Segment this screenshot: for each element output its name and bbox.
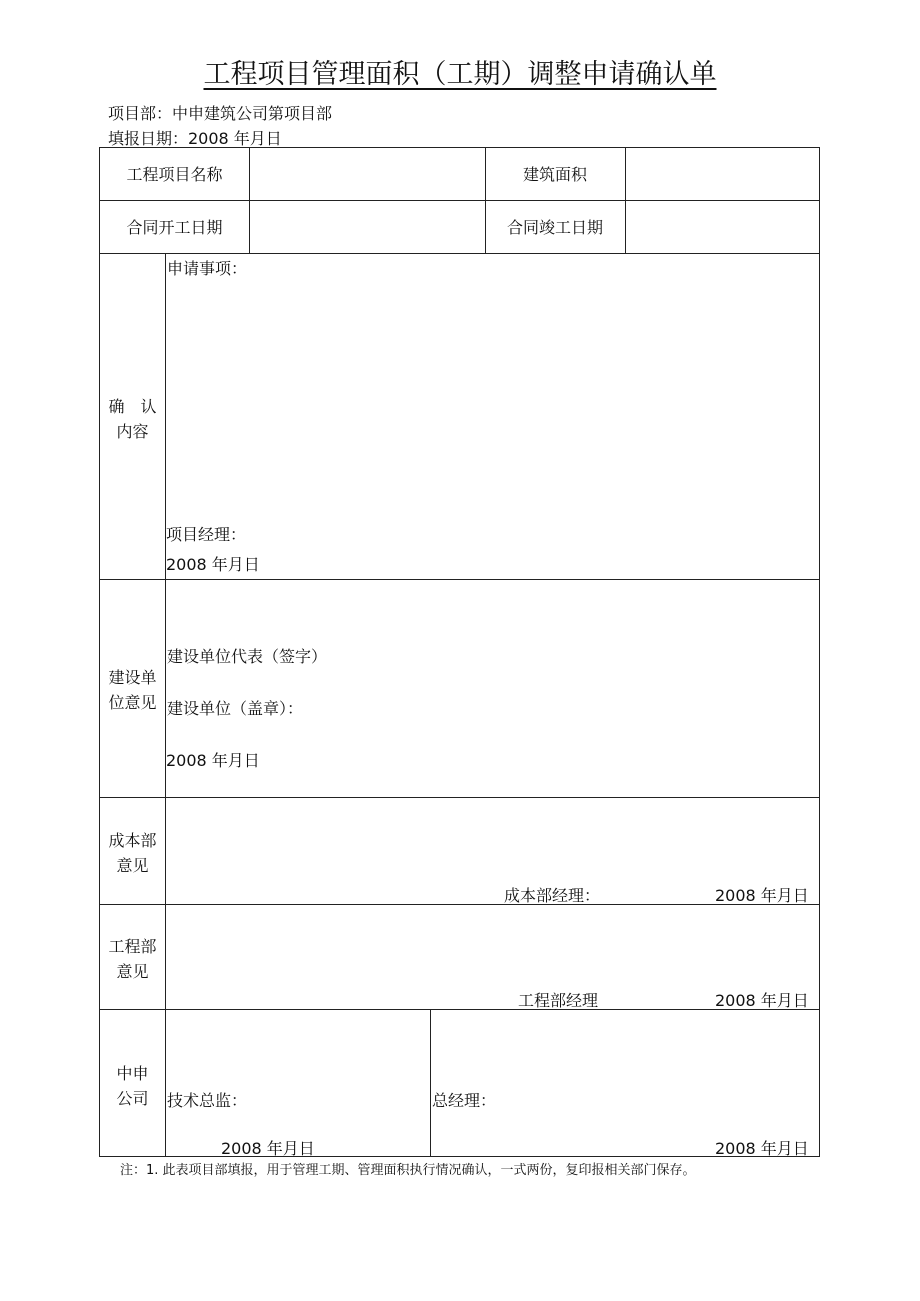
tech-director-label: 技术总监： <box>167 1091 248 1110</box>
confirm-date: 2008 年月日 <box>166 555 260 574</box>
confirm-label-line1: 确 认 <box>108 397 157 416</box>
row-divider <box>100 904 820 905</box>
general-manager-label: 总经理： <box>432 1091 497 1110</box>
eng-date: 2008 年月日 <box>715 991 809 1010</box>
confirm-content-label <box>100 394 165 444</box>
engineering-dept-label <box>100 934 165 984</box>
cost-date: 2008 年月日 <box>715 886 809 905</box>
project-name-field[interactable] <box>250 149 484 199</box>
project-name-label: 工程项目名称 <box>126 165 223 184</box>
form-title: 工程项目管理面积（工期）调整申请确认单 <box>203 59 717 90</box>
building-area-label: 建筑面积 <box>522 165 587 184</box>
owner-label-line2: 位意见 <box>108 693 157 712</box>
request-items-label: 申请事项： <box>167 259 248 278</box>
eng-label-line1: 工程部 <box>108 937 157 956</box>
general-manager-date: 2008 年月日 <box>715 1139 809 1158</box>
cost-label-line2: 意见 <box>116 856 149 875</box>
contract-end-field[interactable] <box>626 202 818 252</box>
owner-label-line1: 建设单 <box>108 668 157 687</box>
building-area-field[interactable] <box>626 149 818 199</box>
project-manager-label: 项目经理： <box>166 525 247 544</box>
application-form-table <box>99 147 820 1157</box>
contract-end-label: 合同竣工日期 <box>506 218 603 237</box>
row-divider <box>100 797 820 798</box>
contract-start-field[interactable] <box>250 202 484 252</box>
tech-director-date: 2008 年月日 <box>221 1139 315 1158</box>
owner-opinion-label <box>100 665 165 715</box>
confirm-label-line2: 内容 <box>116 422 149 441</box>
eng-manager-label: 工程部经理 <box>518 991 599 1010</box>
project-dept-line: 项目部：中申建筑公司第项目部 <box>108 104 333 123</box>
cost-dept-label <box>100 828 165 878</box>
row-divider <box>100 200 820 201</box>
row-divider <box>100 253 820 254</box>
company-label <box>100 1061 165 1111</box>
col-divider <box>430 1009 431 1157</box>
owner-date: 2008 年月日 <box>166 751 260 770</box>
fill-date-line: 填报日期：2008 年月日 <box>108 129 282 148</box>
owner-rep-sign-label: 建设单位代表（签字） <box>167 647 328 666</box>
col-divider <box>165 253 166 1157</box>
cost-label-line1: 成本部 <box>108 831 157 850</box>
row-divider <box>100 1009 820 1010</box>
company-label-line2: 公司 <box>116 1089 149 1108</box>
contract-start-label: 合同开工日期 <box>126 218 223 237</box>
cost-manager-label: 成本部经理： <box>504 886 601 905</box>
footnote: 注：1. 此表项目部填报，用于管理工期、管理面积执行情况确认，一式两份，复印报相关部门保存。 <box>120 1163 696 1178</box>
eng-label-line2: 意见 <box>116 962 149 981</box>
owner-unit-seal-label: 建设单位（盖章）： <box>167 699 304 718</box>
row-divider <box>100 579 820 580</box>
company-label-line1: 中申 <box>116 1064 149 1083</box>
